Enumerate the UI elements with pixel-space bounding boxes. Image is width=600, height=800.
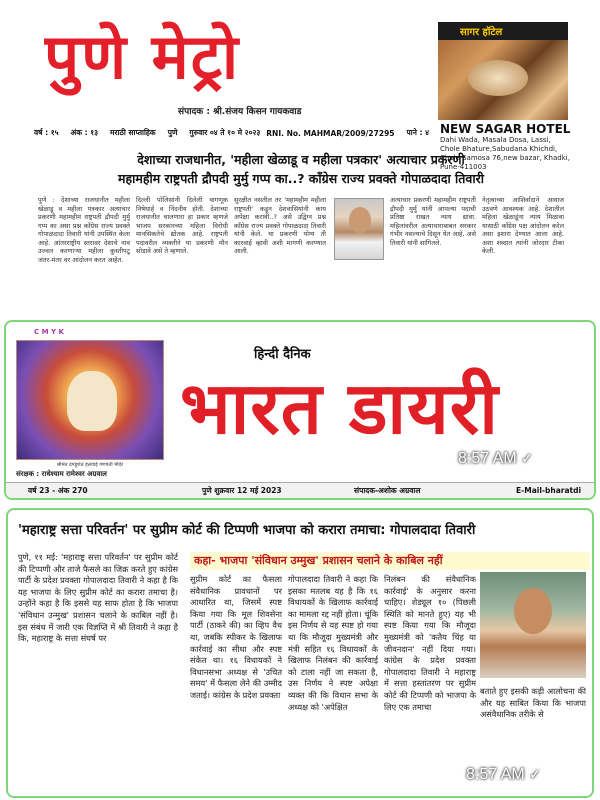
- issue-date: पुणे शुक्रवार 12 मई 2023: [202, 486, 282, 495]
- hotel-advertisement: [438, 22, 568, 120]
- patron-line: संरक्षक : राधेश्याम रामेश्वर अग्रवाल: [16, 470, 107, 478]
- hindi-daily-label: हिन्दी दैनिक: [254, 347, 311, 362]
- ganesh-caption: श्रीमंत दगडूशेठ हलवाई गणपती मंदिर: [56, 462, 124, 468]
- ad-description: Dahi Wada, Masala Dosa, Lassi, Chole Bhature,Sabudana Khichdi, Chole Samosa 76,new bazar, Khadki, Pune-411003: [440, 136, 570, 171]
- read-check-icon: ✓: [521, 450, 533, 466]
- article-column: दिल्ली पोलिसांनी दिलेली वागणूक निषेधार्ह व निंदनीय होती. देशाच्या राजधानीत चालणारा हा प्रकार म्हणजे भाजप सरकारच्या महिला विरोधी मानसिकतेचे द्योतक आहे. राष्ट्रपती पदावरील व्यक्तीने या प्रकरणी मौन सोडावे असे ते म्हणाले.: [136, 196, 228, 255]
- spokesperson-photo: [334, 198, 384, 260]
- pune-metro-masthead: पुणे मेट्रो: [44, 20, 241, 93]
- bharat-diary-date-bar: [6, 482, 594, 498]
- pune-metro-clipping: [28, 0, 572, 312]
- timestamp-text: 8:57 AM: [466, 766, 525, 783]
- article-column: सुप्रीम कोर्ट का फैसला संवैधानिक प्रावधानों पर आधारित था, जिसमें स्पष्ट किया गया कि मूल शिवसेना पार्टी (ठाकरे की) का व्हिप वैध था, जबकि स्पीकर के खिलाफ कार्रवाई का सीधा और स्पष्ट संकेत था। १६ विधायकों ने विधानसभा अध्यक्ष से 'उचित समय' में फैसला लेने की उम्मीद जताई। कांग्रेस के प्रदेश प्रवक्ता: [190, 574, 282, 700]
- datebar-item: मराठी साप्ताहिक: [110, 128, 156, 137]
- article-column: पुणे, ११ मई: 'महाराष्ट्र सत्ता परिवर्तन' पर सुप्रीम कोर्ट की टिप्पणी और ताजे फैसले का जिक्र करते हुए कांग्रेस पार्टी के प्रदेश प्रवक्ता गोपालदादा तिवारी ने कहा है कि यह भाजपा के लिए सुप्रीम कोर्ट का करारा तमाचा है। उन्होंने कहा है कि इससे यह साफ होता है कि भाजपा 'संविधान उन्मुख' प्रशासन चलाने के काबिल नहीं है। इस संबंध में जारी एक विज्ञप्ति में श्री तिवारी ने कहा है कि, महाराष्ट्र के सत्ता संघर्ष पर: [18, 552, 178, 644]
- bharat-diary-masthead-clipping: [4, 320, 596, 500]
- bharat-diary-masthead: भारत डायरी: [180, 366, 499, 450]
- pune-metro-headline: [38, 150, 564, 188]
- email-label: E-Mail-bharatdi: [516, 486, 582, 495]
- headline-line-2: महामहीम राष्ट्रपती द्रौपदी मुर्मु गप्प का..? कॉंग्रेस राज्य प्रवक्ते गोपाळदादा तिवारी: [118, 171, 484, 186]
- message-timestamp: [466, 766, 541, 784]
- article-column: नेतृत्वाच्या आशिर्वादाने आवाज उठवणे आवश्यक आहे. देशातील महिला खेळाडूंना न्याय मिळावा यासाठी काँग्रेस पक्ष आंदोलन करेल असा इशारा देण्यात आला आहे. अशा शब्दात त्यांनी जोरदार टीका केली.: [482, 196, 564, 255]
- volume-issue: वर्ष 23 - अंक 270: [28, 486, 88, 495]
- datebar-item: गुरुवार ०४ ते १० मे २०२३: [189, 128, 261, 137]
- article-subheadline: कहा- भाजपा 'संविधान उम्मुख' प्रशासन चलाने के काबिल नहीं: [190, 552, 590, 570]
- food-photo: [438, 40, 568, 120]
- datebar-item: वर्ष : १५: [34, 128, 59, 137]
- datebar-item: पाने : ४: [406, 128, 430, 137]
- read-check-icon: ✓: [529, 766, 541, 782]
- datebar-item: पुणे: [167, 128, 178, 137]
- editor-name: संपादक-अशोक अग्रवाल: [354, 486, 421, 495]
- pune-metro-date-bar: [28, 126, 432, 140]
- timestamp-text: 8:57 AM: [458, 450, 517, 467]
- article-clipping: [6, 508, 594, 798]
- cmyk-mark: C M Y K: [34, 328, 64, 336]
- article-column: अत्याचार प्रकरणी महामहीम राष्ट्रपती द्रौपदी मुर्मु यांनी आपल्या पदाची प्रतिष्ठा राखत न्याय द्यावा. महिलांवरील अत्याचाराबाबत सरकार गंभीर नसल्याचे दिसून येत आहे, असे तिवारी यांनी सांगितले.: [390, 196, 476, 247]
- article-column: निलंबन की संवैधानिक कार्रवाई' के अनुसार करना चाहिए। शेड्यूल १० (पिछली स्थिति को मानते हुए) यह भी स्पष्ट किया गया कि मौजूदा मुख्यमंत्री को 'कतैय चिंह या जीवनदान' नहीं दिया गया। कांग्रेस के प्रदेश प्रवक्ता गोपालदादा तिवारी ने महाराष्ट्र में सत्ता हस्तांतरण पर सुप्रीम कोर्ट की टिप्पणी को भाजपा के लिए एक तमाचा: [384, 574, 476, 712]
- spokesperson-photo: [480, 572, 586, 678]
- ad-hotel-name: NEW SAGAR HOTEL: [440, 122, 571, 136]
- article-column: गोपालदादा तिवारी ने कहा कि इसका मतलब यह है कि १६ विधायकों के खिलाफ कार्रवाई का मामला रद्द नहीं होता। चूंकि इस निर्णय से यह स्पष्ट हो गया था कि मौजूदा मुख्यमंत्री और मंत्री सहित १६ विधायकों के खिलाफ निलंबन की कार्रवाई को टाला नहीं जा सकता है, उस निर्णय ने स्पष्ट अपेक्षा व्यक्त की कि विधान सभा के अध्यक्ष को 'अपेक्षित: [288, 574, 378, 712]
- message-timestamp: [458, 450, 533, 468]
- article-column: बताते हुए इसकी कड़ी आलोचना की और यह साबित किया कि भाजपा असंवैधानिक तरीके से: [480, 686, 586, 720]
- ad-title: सागर हॉटेल: [460, 27, 503, 38]
- pune-metro-editor-line: संपादक : श्री.संजय किसन गायकवाड: [178, 107, 302, 117]
- headline-line-1: देशाच्या राजधानीत, 'महीला खेळाडू व महीला पत्रकार' अत्याचार प्रकरणी: [137, 152, 465, 167]
- article-column: सुरक्षीत नसतील तर 'महामहीम महीला राष्ट्रपती' कडून देशवासियांनी काय अपेक्षा करावी..? असे उद्विग्न प्रश्न काँग्रेस राज्य प्रवक्ते गोपाळदादा तिवारी यांनी केले. या प्रकरणी योग्य ती कारवाई व्हावी अशी मागणी करण्यात आली.: [234, 196, 326, 255]
- article-column: पुणे : देशाच्या राजधानीत महीला खेळाडू व महीला पत्रकार अत्याचार प्रकरणी महामहीम राष्ट्रपती द्रौपदी मुर्मु गप्प का असा प्रश्न काँग्रेस राज्य प्रवक्ते गोपाळदादा तिवारी यांनी उपस्थित केला आहे. आंतरराष्ट्रीय स्तरावर देशाचे नाव उज्वल करणाऱ्या महीला कुस्तीपटू जंतर-मंतर वर आंदोलन करत आहेत.: [38, 196, 130, 264]
- article-headline: 'महाराष्ट्र सत्ता परिवर्तन' पर सुप्रीम कोर्ट की टिप्पणी भाजपा को करारा तमाचा: गोपालदादा तिवारी: [18, 523, 476, 538]
- ganesh-idol-photo: [16, 340, 164, 460]
- datebar-item: अंक : १३: [70, 128, 99, 137]
- pune-metro-article-body: [38, 196, 564, 306]
- datebar-item: RNI. No. MAHMAR/2009/27295: [266, 128, 395, 138]
